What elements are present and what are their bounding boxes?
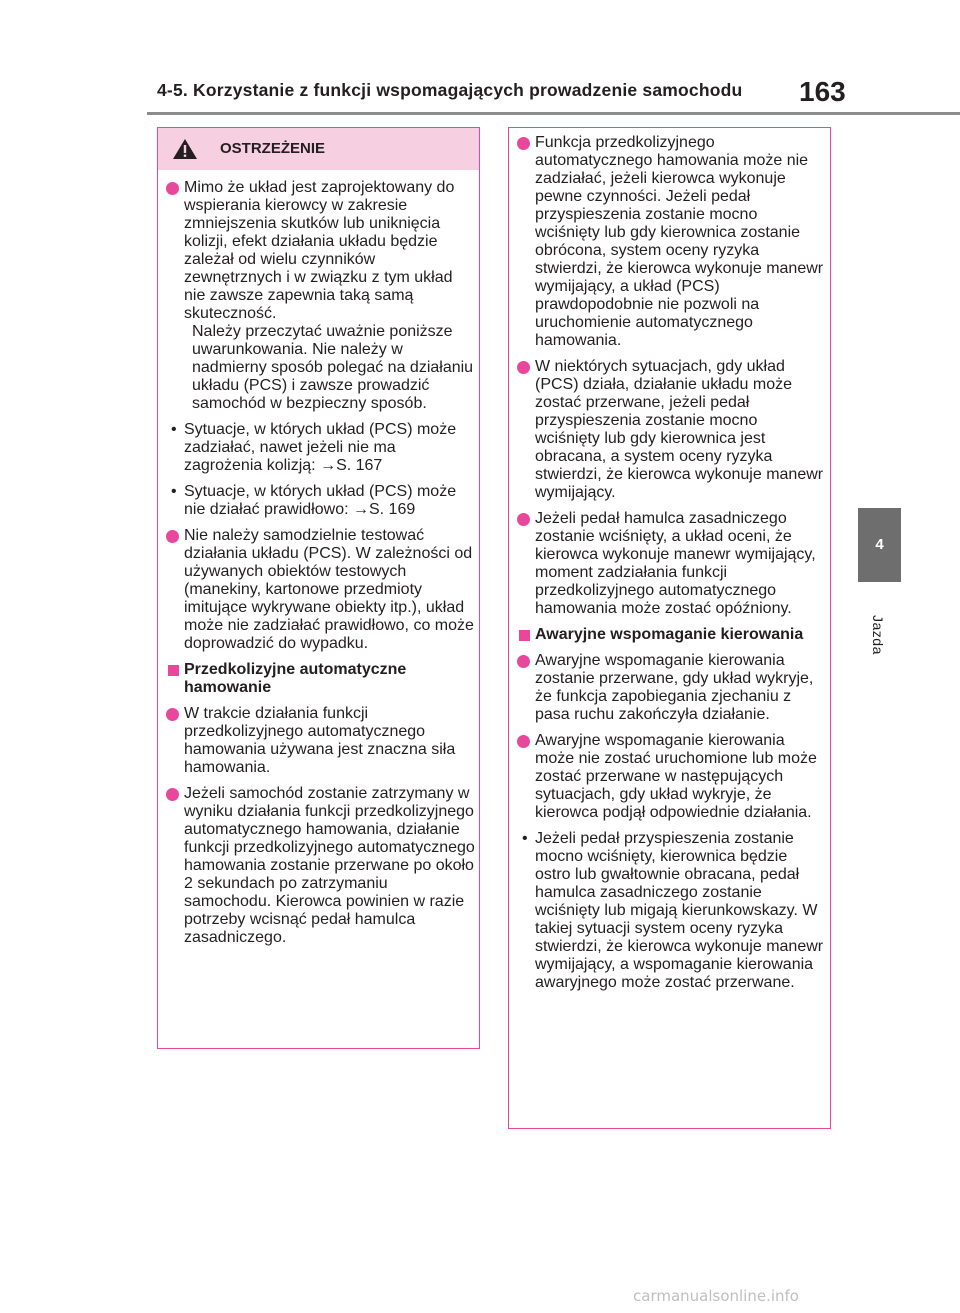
warning-title: OSTRZEŻENIE <box>220 140 326 157</box>
pink-dot-bullet-icon <box>517 735 530 748</box>
section-heading <box>166 661 475 697</box>
chapter-tab[interactable]: 4 <box>858 508 901 582</box>
list-item <box>166 421 475 475</box>
list-item-text: Jeżeli pedał hamulca zasadniczego zostanie wciśnięty, a układ oceni, że kierowca wykonuje manewr wymijający, moment zadziałania funkcji przedkolizyjnego automatycznego hamowania może zostać opóźniony. <box>535 510 816 617</box>
list-item <box>517 510 826 618</box>
list-item <box>166 785 475 947</box>
list-item-text: Awaryjne wspomaganie kierowania zostanie przerwane, gdy układ wykryje, że funkcja zapobiegania zjechaniu z pasa ruchu zakończyła działanie. <box>535 652 814 723</box>
list-item-text: Funkcja przedkolizyjnego automatycznego hamowania może nie zadziałać, jeżeli kierowca wykonuje pewne czynności. Jeżeli pedał przyspieszenia zostanie mocno wciśnięty lub gdy kierownica zostanie obrócona, system oceny ryzyka stwierdzi, że kierowca wykonuje manewr wymijający, a układ (PCS) prawdopodobnie nie pozwoli na uruchomienie automatycznego hamowania. <box>535 134 824 349</box>
pink-square-bullet-icon <box>519 630 530 641</box>
warning-header <box>158 128 479 170</box>
list-item <box>166 483 475 519</box>
list-item-text: Jeżeli samochód zostanie zatrzymany w wyniku działania funkcji przedkolizyjnego automatycznego hamowania, działanie funkcji przedkolizyjnego automatycznego hamowania zostanie przerwane po około 2 sekundach po zatrzymaniu samochodu. Kierowca powinien w razie potrzeby wcisnąć pedał hamulca zasadniczego. <box>184 785 475 946</box>
bullet-icon: • <box>522 830 528 847</box>
warning-content <box>166 179 475 955</box>
list-item-text: W trakcie działania funkcji przedkolizyjnego automatycznego hamowania używana jest znaczna siła hamowania. <box>184 705 456 776</box>
section-heading-text: Awaryjne wspomaganie kierowania <box>535 626 804 643</box>
notes-content <box>517 134 826 1000</box>
pink-dot-bullet-icon <box>517 137 530 150</box>
list-item <box>517 652 826 724</box>
pink-dot-bullet-icon <box>166 530 179 543</box>
pink-dot-bullet-icon <box>517 361 530 374</box>
list-item-text: Awaryjne wspomaganie kierowania może nie zostać uruchomione lub może zostać przerwane w następujących sytuacjach, gdy układ wykryje, że kierowca podjął odpowiednie działania. <box>535 732 817 821</box>
chapter-label: Jazda <box>870 615 886 655</box>
list-item <box>166 527 475 653</box>
list-item <box>517 358 826 502</box>
notes-box <box>508 127 831 1129</box>
list-item-text: W niektórych sytuacjach, gdy układ (PCS) działa, działanie układu może zostać przerwane, jeżeli pedał przyspieszenia zostanie mocno wciśnięty lub gdy kierownica jest obracana, a system oceny ryzyka stwierdzi, że kierowca wykonuje manewr wymijający. <box>535 358 824 501</box>
list-item-text: Sytuacje, w których układ (PCS) może zadziałać, nawet jeżeli nie ma zagrożenia kolizją: →S. 167 <box>184 421 457 474</box>
list-item <box>166 179 475 413</box>
list-item-text: Jeżeli pedał przyspieszenia zostanie mocno wciśnięty, kierownica będzie ostro lub gwałtownie obracana, pedał hamulca zasadniczego zostanie wciśnięty lub migają kierunkowskazy. W takiej sytuacji system oceny ryzyka stwierdzi, że kierowca wykonuje manewr wymijający, a wspomaganie kierowania awaryjnego może zostać przerwane. <box>535 830 824 991</box>
warning-box <box>157 127 480 1049</box>
page-number: 163 <box>799 76 846 107</box>
section-heading <box>517 626 826 644</box>
watermark: carmanualsonline.info <box>633 1287 799 1305</box>
list-item-text: Sytuacje, w których układ (PCS) może nie działać prawidłowo: →S. 169 <box>184 483 457 518</box>
pink-dot-bullet-icon <box>166 708 179 721</box>
pink-dot-bullet-icon <box>517 513 530 526</box>
list-item <box>166 705 475 777</box>
list-item <box>517 830 826 992</box>
list-item-note: Należy przeczytać uważnie poniższe uwarunkowania. Nie należy w nadmierny sposób polegać na działaniu układu (PCS) i zawsze prowadzić samochód w bezpieczny sposób. <box>192 323 474 412</box>
bullet-icon: • <box>171 483 177 500</box>
section-heading-text: Przedkolizyjne automatyczne hamowanie <box>184 661 407 696</box>
page-header-title: 4-5. Korzystanie z funkcji wspomagających prowadzenie samochodu <box>157 80 743 100</box>
bullet-icon: • <box>171 421 177 438</box>
list-item-text: Nie należy samodzielnie testować działania układu (PCS). W zależności od używanych obiektów testowych (manekiny, kartonowe przedmioty imitujące wykrywane obiekty itp.), układ może nie zadziałać prawidłowo, co może doprowadzić do wypadku. <box>184 527 474 652</box>
pink-dot-bullet-icon <box>166 788 179 801</box>
header-rule <box>147 112 960 115</box>
list-item-text: Mimo że układ jest zaprojektowany do wspierania kierowcy w zakresie zmniejszenia skutków lub uniknięcia kolizji, efekt działania układu będzie zależał od wielu czynników zewnętrznych i w związku z tym układ nie zawsze zapewnia taką samą skuteczność. <box>184 179 455 322</box>
list-item <box>517 134 826 350</box>
warning-triangle-icon <box>172 138 198 160</box>
pink-dot-bullet-icon <box>517 655 530 668</box>
pink-dot-bullet-icon <box>166 182 179 195</box>
list-item <box>517 732 826 822</box>
pink-square-bullet-icon <box>168 665 179 676</box>
